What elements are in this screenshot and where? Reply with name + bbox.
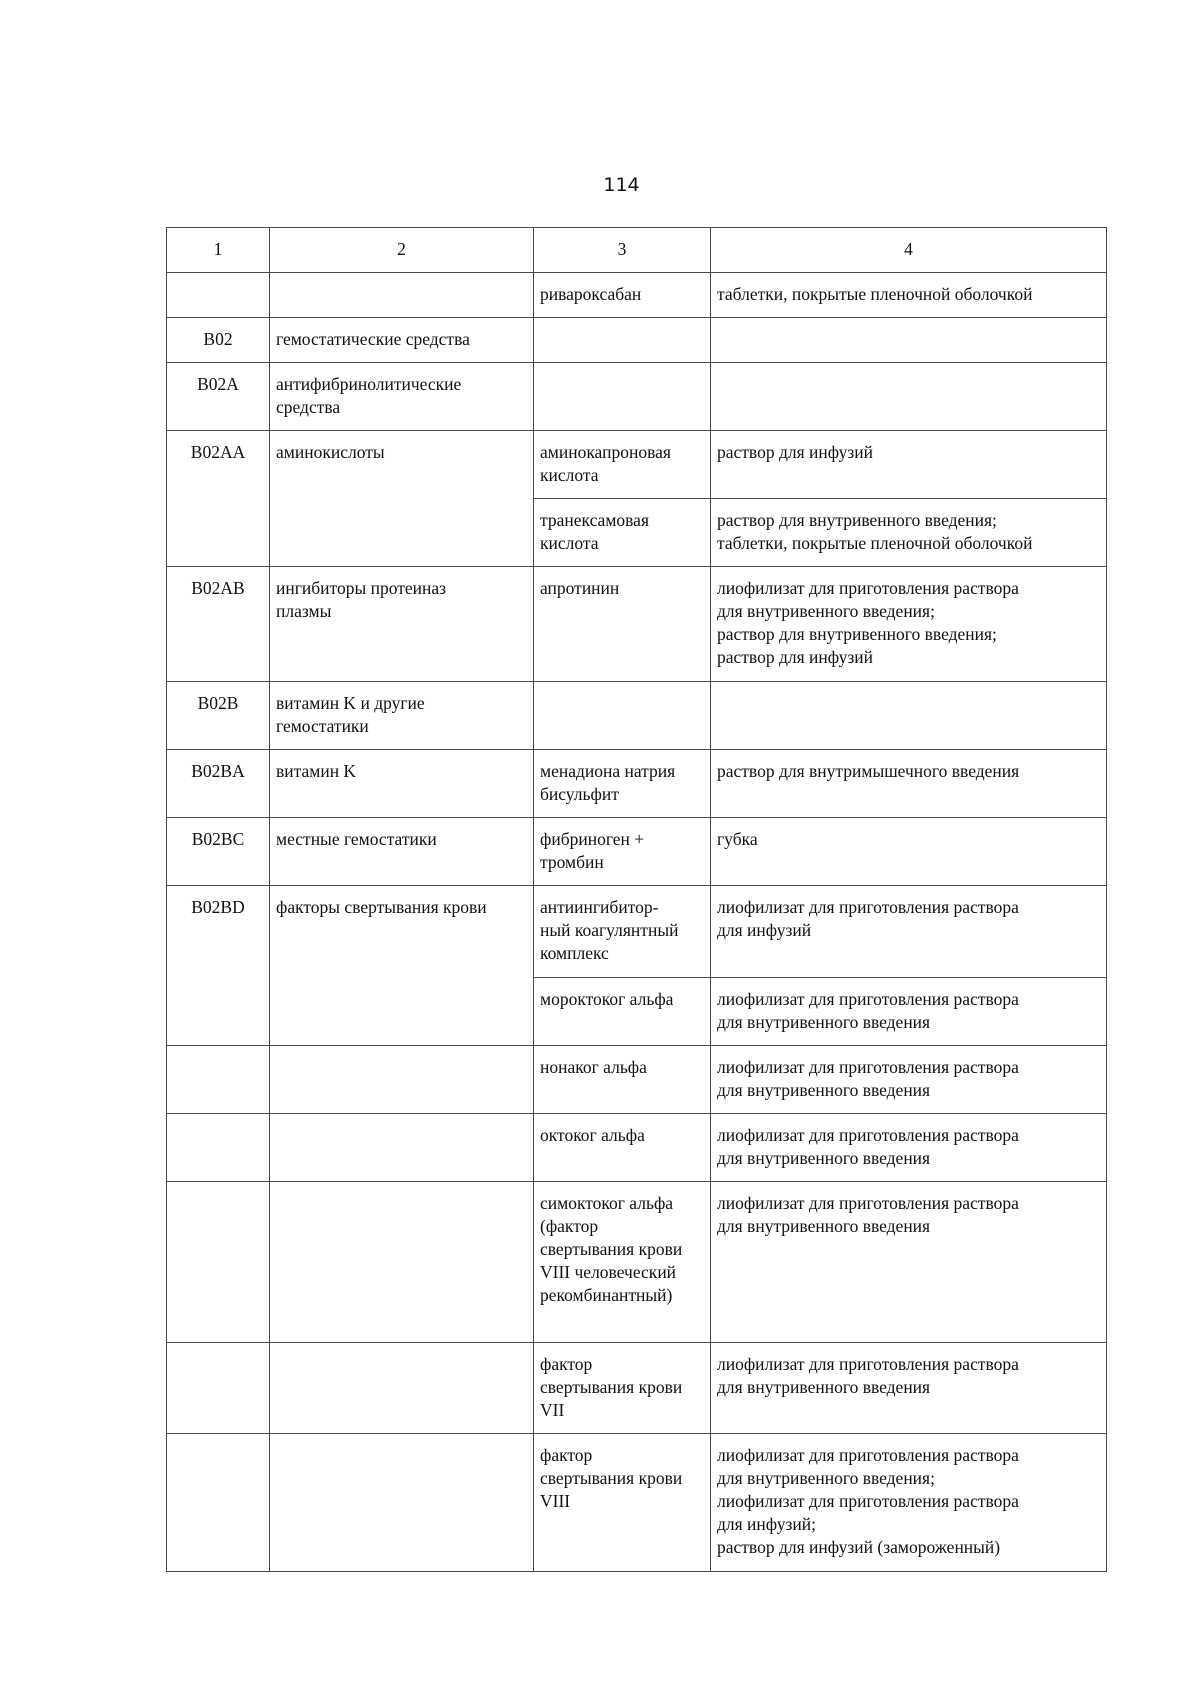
table-row bbox=[167, 431, 1107, 499]
table-row bbox=[167, 1434, 1107, 1572]
group-name-cell: антифибринолитические средства bbox=[270, 363, 534, 431]
group-name-cell: витамин K bbox=[270, 750, 534, 818]
drug-name-cell: аминокапроновая кислота bbox=[534, 431, 711, 499]
group-name-cell: ингибиторы протеиназ плазмы bbox=[270, 567, 534, 682]
drug-name-cell bbox=[534, 318, 711, 363]
atc-code-cell bbox=[167, 1046, 270, 1114]
dosage-form-cell: лиофилизат для приготовления раствора для внутривенного введения bbox=[711, 1114, 1107, 1182]
drug-name-cell: ривароксабан bbox=[534, 273, 711, 318]
atc-code-cell bbox=[167, 273, 270, 318]
group-name-cell: гемостатические средства bbox=[270, 318, 534, 363]
table-row bbox=[167, 886, 1107, 978]
atc-code-cell bbox=[167, 1182, 270, 1343]
table-row bbox=[167, 1114, 1107, 1182]
table-row bbox=[167, 567, 1107, 682]
atc-code-cell: B02AA bbox=[167, 431, 270, 567]
dosage-form-cell bbox=[711, 682, 1107, 750]
atc-code-cell bbox=[167, 1434, 270, 1572]
drug-name-cell: апротинин bbox=[534, 567, 711, 682]
dosage-form-cell: губка bbox=[711, 818, 1107, 886]
drug-name-cell: октоког альфа bbox=[534, 1114, 711, 1182]
drug-table bbox=[166, 227, 1107, 1572]
drug-name-cell: менадиона натрия бисульфит bbox=[534, 750, 711, 818]
table-row bbox=[167, 750, 1107, 818]
dosage-form-cell: лиофилизат для приготовления раствора для внутривенного введения bbox=[711, 1046, 1107, 1114]
dosage-form-cell: таблетки, покрытые пленочной оболочкой bbox=[711, 273, 1107, 318]
dosage-form-cell: раствор для внутримышечного введения bbox=[711, 750, 1107, 818]
column-number-4: 4 bbox=[711, 228, 1107, 273]
group-name-cell bbox=[270, 1343, 534, 1434]
drug-name-cell: фактор свертывания крови VIII bbox=[534, 1434, 711, 1572]
drug-name-cell bbox=[534, 682, 711, 750]
atc-code-cell: B02B bbox=[167, 682, 270, 750]
drug-name-cell: фибриноген + тромбин bbox=[534, 818, 711, 886]
atc-code-cell: B02 bbox=[167, 318, 270, 363]
dosage-form-cell: лиофилизат для приготовления раствора для внутривенного введения bbox=[711, 1182, 1107, 1343]
atc-code-cell: B02BC bbox=[167, 818, 270, 886]
column-number-3: 3 bbox=[534, 228, 711, 273]
dosage-form-cell bbox=[711, 363, 1107, 431]
dosage-form-cell: лиофилизат для приготовления раствора для внутривенного введения bbox=[711, 978, 1107, 1046]
group-name-cell: местные гемостатики bbox=[270, 818, 534, 886]
table-row bbox=[167, 682, 1107, 750]
atc-code-cell: B02AB bbox=[167, 567, 270, 682]
table-row bbox=[167, 1343, 1107, 1434]
group-name-cell bbox=[270, 1434, 534, 1572]
group-name-cell bbox=[270, 1114, 534, 1182]
atc-code-cell: B02BA bbox=[167, 750, 270, 818]
drug-name-cell: транексамовая кислота bbox=[534, 499, 711, 567]
table-row bbox=[167, 1182, 1107, 1343]
drug-name-cell: симоктоког альфа (фактор свертывания крови VIII человеческий рекомбинантный) bbox=[534, 1182, 711, 1343]
dosage-form-cell: лиофилизат для приготовления раствора для внутривенного введения; раствор для внутривенного введения; раствор для инфузий bbox=[711, 567, 1107, 682]
atc-code-cell bbox=[167, 1114, 270, 1182]
dosage-form-cell: раствор для инфузий bbox=[711, 431, 1107, 499]
dosage-form-cell: лиофилизат для приготовления раствора для внутривенного введения bbox=[711, 1343, 1107, 1434]
group-name-cell bbox=[270, 1046, 534, 1114]
table-row bbox=[167, 1046, 1107, 1114]
page-number: 114 bbox=[603, 174, 640, 196]
atc-code-cell bbox=[167, 1343, 270, 1434]
group-name-cell: витамин K и другие гемостатики bbox=[270, 682, 534, 750]
column-number-2: 2 bbox=[270, 228, 534, 273]
drug-name-cell: фактор свертывания крови VII bbox=[534, 1343, 711, 1434]
column-number-1: 1 bbox=[167, 228, 270, 273]
dosage-form-cell bbox=[711, 318, 1107, 363]
table-row bbox=[167, 818, 1107, 886]
drug-name-cell: нонаког альфа bbox=[534, 1046, 711, 1114]
group-name-cell: факторы свертывания крови bbox=[270, 886, 534, 1046]
table-row bbox=[167, 318, 1107, 363]
dosage-form-cell: лиофилизат для приготовления раствора для инфузий bbox=[711, 886, 1107, 978]
dosage-form-cell: раствор для внутривенного введения; таблетки, покрытые пленочной оболочкой bbox=[711, 499, 1107, 567]
group-name-cell: аминокислоты bbox=[270, 431, 534, 567]
atc-code-cell: B02A bbox=[167, 363, 270, 431]
group-name-cell bbox=[270, 1182, 534, 1343]
atc-code-cell: B02BD bbox=[167, 886, 270, 1046]
table-row bbox=[167, 363, 1107, 431]
drug-name-cell: мороктоког альфа bbox=[534, 978, 711, 1046]
table-row bbox=[167, 273, 1107, 318]
drug-name-cell: антиингибитор- ный коагулянтный комплекс bbox=[534, 886, 711, 978]
drug-name-cell bbox=[534, 363, 711, 431]
dosage-form-cell: лиофилизат для приготовления раствора для внутривенного введения; лиофилизат для приготовления раствора для инфузий; раствор для инфузий (замороженный) bbox=[711, 1434, 1107, 1572]
table-header-row bbox=[167, 228, 1107, 273]
group-name-cell bbox=[270, 273, 534, 318]
